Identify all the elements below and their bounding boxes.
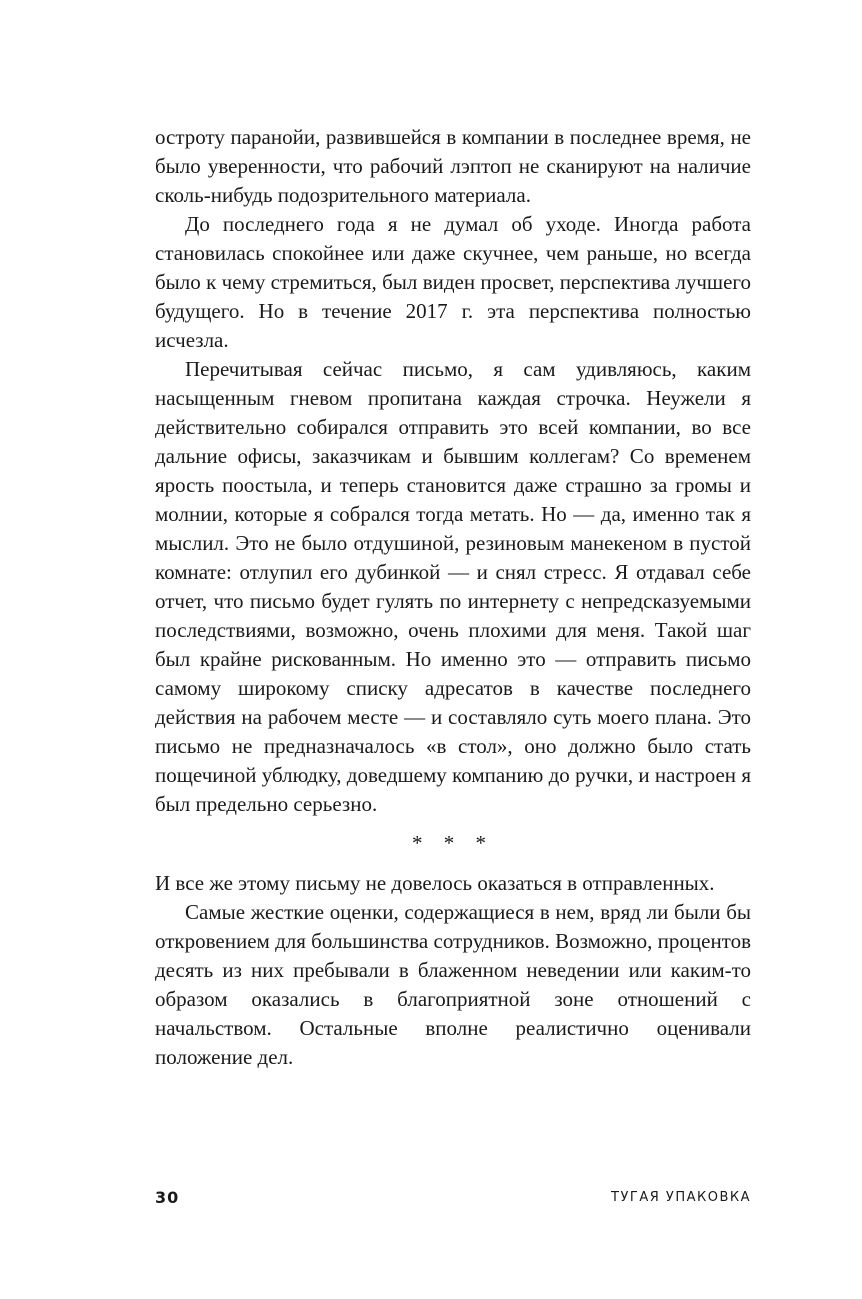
paragraph-2: До последнего года я не думал об уходе. Иногда работа становилась спокойнее или даже скучнее, чем раньше, но всегда было к чему стремиться, был виден просвет, перспектива лучшего будущего. Но в течение 2017 г. эта перспектива полностью исчезла. <box>155 212 751 352</box>
paragraph-4: И все же этому письму не довелось оказаться в отправленных. <box>155 871 715 895</box>
page-footer <box>155 1188 751 1208</box>
paragraph-1: остроту паранойи, развившейся в компании в последнее время, не было уверенности, что рабочий лэптоп не сканируют на наличие сколь-нибудь подозрительного материала. <box>155 125 751 207</box>
running-head: ТУГАЯ УПАКОВКА <box>611 1190 751 1205</box>
page-number: 30 <box>155 1188 180 1207</box>
paragraph-3: Перечитывая сейчас письмо, я сам удивляюсь, каким насыщенным гневом пропитана каждая строчка. Неужели я действительно собирался отправить это всей компании, во все дальние офисы, заказчикам и бывшим коллегам? Со временем ярость поостыла, и теперь становится даже страшно за громы и молнии, которые я собрался тогда метать. Но — да, именно так я мыслил. Это не было отдушиной, резиновым манекеном в пустой комнате: отлупил его дубинкой — и снял стресс. Я отдавал себе отчет, что письмо будет гулять по интернету с непредсказуемыми последствиями, возможно, очень плохими для меня. Такой шаг был крайне рискованным. Но именно это — отправить письмо самому широкому списку адресатов в качестве последнего действия на рабочем месте — и составляло суть моего плана. Это письмо не предназначалось «в стол», оно должно было стать пощечиной ублюдку, доведшему компанию до ручки, и настроен я был предельно серьезно. <box>155 357 751 816</box>
page-body <box>155 123 751 1072</box>
paragraph-5: Самые жесткие оценки, содержащиеся в нем, вряд ли были бы откровением для большинства сотрудников. Возможно, процентов десять из них пребывали в блаженном неведении или каким-то образом оказались в благоприятной зоне отношений с начальством. Остальные вполне реалистично оценивали положение дел. <box>155 900 751 1069</box>
section-separator: * * * <box>412 831 494 855</box>
